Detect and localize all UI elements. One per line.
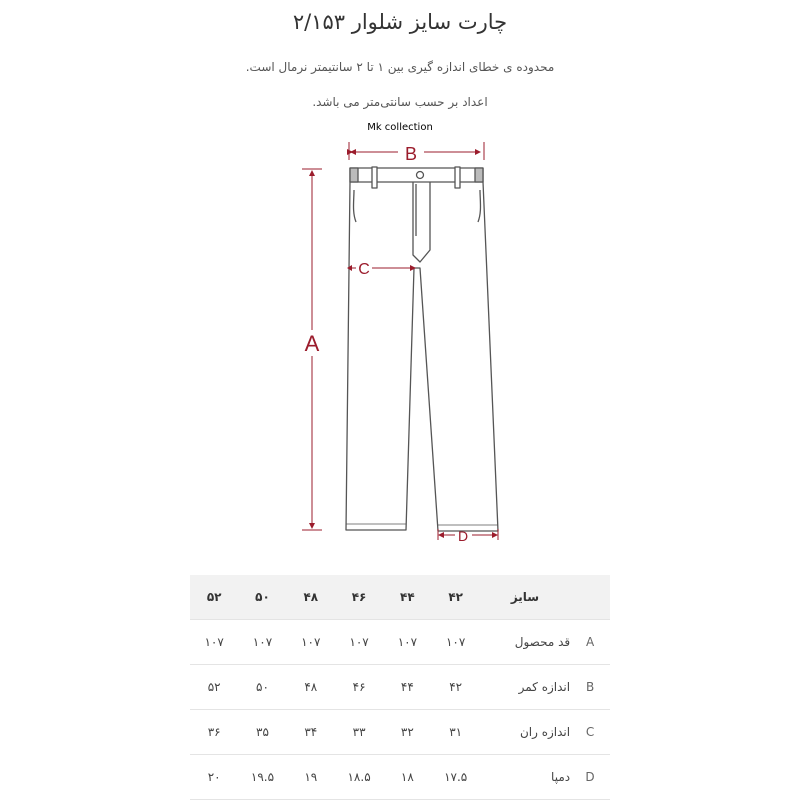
measure-label-d: D xyxy=(457,528,469,544)
table-cell: ۱۰۷ xyxy=(238,620,286,665)
header-size: ۴۸ xyxy=(287,575,335,620)
table-row xyxy=(190,710,610,755)
row-key: C xyxy=(570,710,610,755)
header-key xyxy=(570,575,610,620)
table-cell: ۱۰۷ xyxy=(335,620,383,665)
row-name: اندازه ران xyxy=(480,710,570,755)
table-cell: ۵۲ xyxy=(190,665,238,710)
table-cell: ۵۰ xyxy=(238,665,286,710)
row-name: دمپا xyxy=(480,755,570,800)
header-size: ۵۰ xyxy=(238,575,286,620)
measurement-tolerance-note: محدوده ی خطای اندازه گیری بین ۱ تا ۲ سانتیمتر نرمال است. xyxy=(245,60,555,74)
table-cell: ۴۲ xyxy=(432,665,480,710)
table-cell: ۴۶ xyxy=(335,665,383,710)
measure-label-a: A xyxy=(304,331,320,356)
table-cell: ۱۰۷ xyxy=(432,620,480,665)
trousers-outline xyxy=(346,167,498,531)
header-size: ۴۶ xyxy=(335,575,383,620)
units-note: اعداد بر حسب سانتی‌متر می باشد. xyxy=(312,95,488,109)
page-title: چارت سایز شلوار ۲/۱۵۳ xyxy=(292,10,508,34)
table-cell: ۱۰۷ xyxy=(383,620,431,665)
table-row xyxy=(190,755,610,800)
table-cell: ۳۲ xyxy=(383,710,431,755)
row-name: اندازه کمر xyxy=(480,665,570,710)
row-key: B xyxy=(570,665,610,710)
table-cell: ۴۴ xyxy=(383,665,431,710)
table-cell: ۱۷.۵ xyxy=(432,755,480,800)
size-table-header xyxy=(190,575,610,620)
table-cell: ۳۱ xyxy=(432,710,480,755)
table-cell: ۱۹ xyxy=(287,755,335,800)
table-cell: ۳۶ xyxy=(190,710,238,755)
table-cell: ۲۰ xyxy=(190,755,238,800)
header-size-label: سایز xyxy=(480,575,570,620)
trousers-diagram xyxy=(0,130,800,550)
header-size: ۴۴ xyxy=(383,575,431,620)
table-cell: ۳۳ xyxy=(335,710,383,755)
header-size: ۴۲ xyxy=(432,575,480,620)
table-cell: ۱۸.۵ xyxy=(335,755,383,800)
brand-label: Mk collection xyxy=(367,122,433,133)
table-cell: ۳۴ xyxy=(287,710,335,755)
size-table xyxy=(190,575,610,800)
table-cell: ۱۸ xyxy=(383,755,431,800)
table-cell: ۱۹.۵ xyxy=(238,755,286,800)
table-row xyxy=(190,665,610,710)
row-key: D xyxy=(570,755,610,800)
measure-label-b: B xyxy=(404,144,418,164)
measure-label-c: C xyxy=(358,261,370,278)
table-cell: ۱۰۷ xyxy=(190,620,238,665)
table-cell: ۱۰۷ xyxy=(287,620,335,665)
row-key: A xyxy=(570,620,610,665)
row-name: قد محصول xyxy=(480,620,570,665)
table-cell: ۳۵ xyxy=(238,710,286,755)
header-size: ۵۲ xyxy=(190,575,238,620)
table-row xyxy=(190,620,610,665)
table-cell: ۴۸ xyxy=(287,665,335,710)
